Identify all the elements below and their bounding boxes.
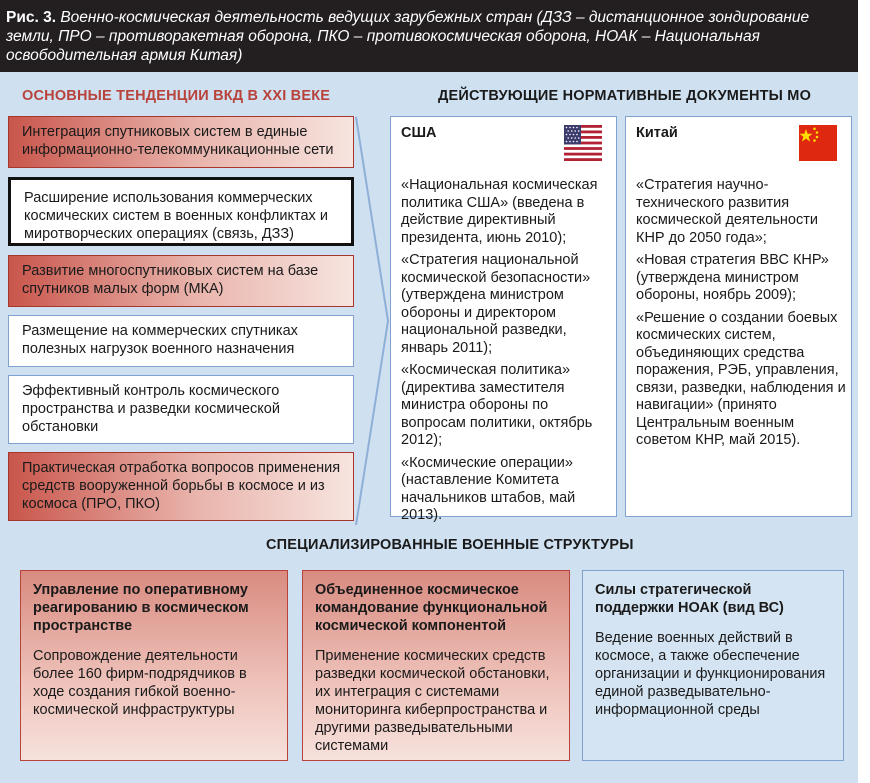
trend-text: Интеграция спутниковых систем в единые информационно-телекоммуникационные сети	[22, 124, 334, 158]
structure-body: Применение космических средств разведки космической обстановки, их интеграция с системами мониторинга киберпространства и другими разведывательными системами	[315, 648, 550, 754]
usa-document-list	[401, 177, 611, 530]
china-label: Китай	[636, 125, 678, 141]
list-item: «Национальная космическая политика США» (введена в действие директивный президента, июнь 2010);	[401, 177, 598, 246]
documents-title: ДЕЙСТВУЮЩИЕ НОРМАТИВНЫЕ ДОКУМЕНТЫ МО	[438, 88, 812, 104]
trend-text: Размещение на коммерческих спутниках полезных нагрузок военного назначения	[22, 323, 298, 357]
trends-title: ОСНОВНЫЕ ТЕНДЕНЦИИ ВКД В XXI ВЕКЕ	[22, 88, 331, 104]
trend-item-6	[8, 452, 354, 521]
china-document-list	[636, 177, 846, 455]
chevron-arrow-icon	[354, 113, 390, 529]
list-item: «Стратегия научно-технического развития космической деятельности КНР до 2050 года»;	[636, 177, 818, 246]
structure-card-2	[302, 570, 570, 761]
china-flag-icon	[799, 125, 837, 161]
list-item: «Новая стратегия ВВС КНР» (утверждена министром обороны, ноябрь 2009);	[636, 252, 829, 303]
usa-documents-panel	[390, 116, 617, 523]
list-item: «Стратегия национальной космической безопасности» (утверждена министром обороны и директором национальной разведки, январь 2011);	[401, 252, 591, 356]
trend-text: Эффективный контроль космического пространства и разведки космической обстановки	[22, 383, 280, 435]
structure-title: Объединенное космическое командование функциональной космической компонентой	[315, 582, 548, 634]
trend-item-1	[8, 116, 354, 168]
list-item: «Космические операции» (наставление Комитета начальников штабов, май 2013).	[401, 454, 576, 523]
figure-header	[0, 0, 858, 72]
china-documents-panel	[625, 116, 852, 517]
trend-item-5	[8, 375, 354, 444]
structure-title: Управление по оперативному реагированию в космическом пространстве	[33, 582, 249, 634]
trend-text: Расширение использования коммерческих космических систем в военных конфликтах и миротворческих операциях (связь, ДЗЗ)	[24, 190, 328, 242]
caption-text: Военно-космическая деятельность ведущих зарубежных стран (ДЗЗ – дистанционное зондирование земли, ПРО – противоракетная оборона, ПКО – противокосмическая оборона, НОАК – Национальная освободительная армия Китая)	[6, 9, 810, 64]
usa-flag-icon	[564, 125, 602, 161]
list-item: «Космическая политика» (директива заместителя министра обороны по вопросам политики, октябрь 2012);	[401, 362, 593, 448]
structure-card-1	[20, 570, 288, 761]
structure-body: Ведение военных действий в космосе, а также обеспечение организации и функционирования единой разведывательно-информационной среды	[595, 630, 826, 718]
structure-body: Сопровождение деятельности более 160 фирм-подрядчиков в ходе создания гибкой военно-космической инфраструктуры	[33, 648, 247, 718]
trend-text: Развитие многоспутниковых систем на базе спутников малых форм (МКА)	[22, 263, 319, 297]
figure-label: Рис. 3.	[6, 9, 57, 26]
trend-item-4	[8, 315, 354, 367]
usa-label: США	[401, 125, 437, 141]
structure-card-3	[582, 570, 844, 761]
structure-title: Силы стратегической поддержки НОАК (вид ВС)	[595, 582, 784, 616]
list-item: «Решение о создании боевых космических систем, объединяющих средства поражения, РЭБ, управления, связи, разведки, наблюдения и навигации» (принято Центральным военным советом КНР, май 2015).	[636, 309, 846, 448]
trend-text: Практическая отработка вопросов применения средств вооруженной борьбы в космосе и из космоса (ПРО, ПКО)	[22, 460, 341, 512]
trend-item-3	[8, 255, 354, 307]
trend-item-2	[8, 177, 354, 246]
figure-caption	[6, 8, 852, 65]
structures-title: СПЕЦИАЛИЗИРОВАННЫЕ ВОЕННЫЕ СТРУКТУРЫ	[266, 537, 634, 553]
